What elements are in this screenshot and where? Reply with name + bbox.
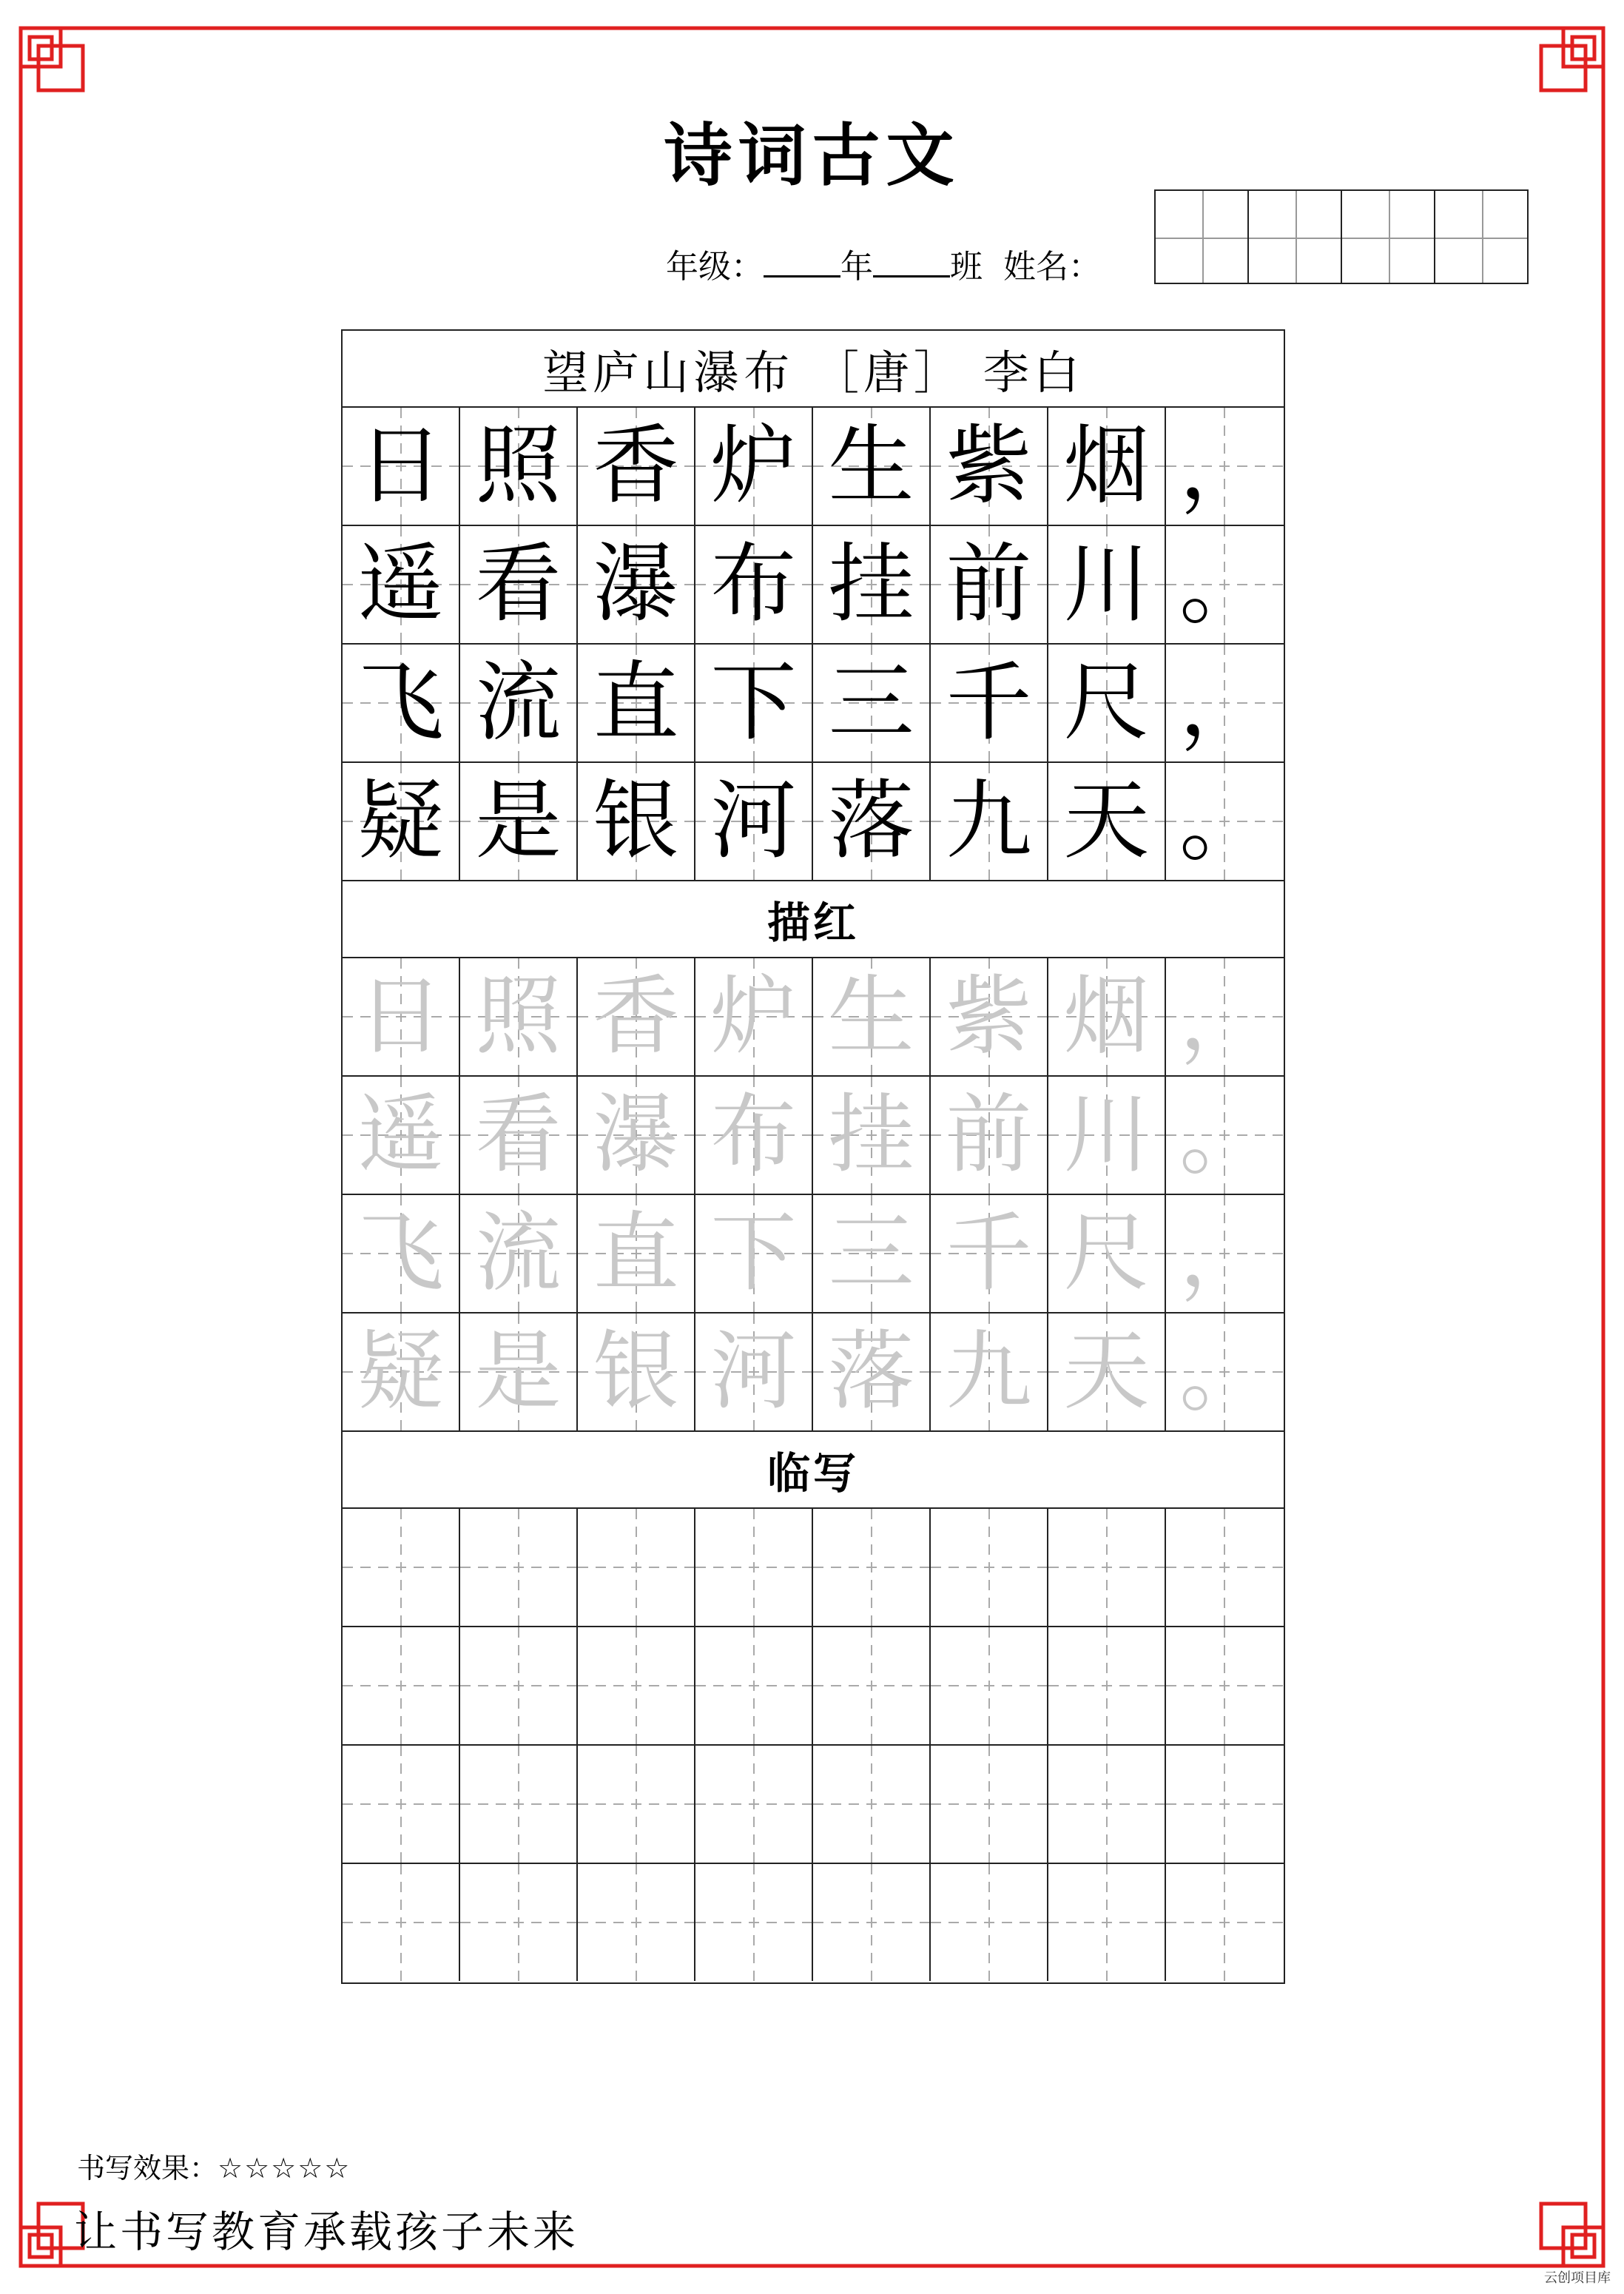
trace-cell[interactable]: ， <box>1166 1195 1284 1312</box>
model-cell: 看 <box>460 526 578 643</box>
copy-cell[interactable] <box>813 1864 931 1981</box>
model-cell: 流 <box>460 645 578 761</box>
copy-cell[interactable] <box>460 1746 578 1863</box>
copy-heading: 临写 <box>343 1432 1284 1509</box>
trace-cell[interactable]: 前 <box>931 1077 1048 1194</box>
trace-row <box>343 958 1284 1077</box>
name-box[interactable] <box>1434 189 1529 284</box>
trace-cell[interactable]: ， <box>1166 958 1284 1075</box>
trace-cell[interactable]: 遥 <box>343 1077 460 1194</box>
model-cell: 天 <box>1048 763 1166 880</box>
model-cell: 香 <box>578 408 695 525</box>
copy-row <box>343 1627 1284 1746</box>
page-title: 诗词古文 <box>664 115 960 195</box>
copy-cell[interactable] <box>578 1627 695 1744</box>
copy-cell[interactable] <box>931 1746 1048 1863</box>
copy-cell[interactable] <box>460 1627 578 1744</box>
model-cell: 下 <box>695 645 813 761</box>
grade-label: 年级： <box>666 248 764 286</box>
copy-cell[interactable] <box>1048 1864 1166 1981</box>
model-cell: 银 <box>578 763 695 880</box>
model-cell: 照 <box>460 408 578 525</box>
name-box[interactable] <box>1341 189 1435 284</box>
model-cell: ， <box>1166 408 1284 525</box>
copy-cell[interactable] <box>813 1509 931 1626</box>
model-cell: 。 <box>1166 526 1284 643</box>
trace-cell[interactable]: 九 <box>931 1314 1048 1430</box>
copy-cell[interactable] <box>1166 1864 1284 1981</box>
copy-cell[interactable] <box>1166 1627 1284 1744</box>
trace-cell[interactable]: 银 <box>578 1314 695 1430</box>
trace-cell[interactable]: 川 <box>1048 1077 1166 1194</box>
student-info-line <box>666 246 1101 288</box>
trace-cell[interactable]: 三 <box>813 1195 931 1312</box>
trace-row <box>343 1077 1284 1195</box>
model-row <box>343 763 1284 881</box>
copy-cell[interactable] <box>1166 1746 1284 1863</box>
model-cell: 。 <box>1166 763 1284 880</box>
trace-cell[interactable]: 尺 <box>1048 1195 1166 1312</box>
trace-cell[interactable]: 挂 <box>813 1077 931 1194</box>
trace-cell[interactable]: 直 <box>578 1195 695 1312</box>
model-cell: 千 <box>931 645 1048 761</box>
writing-rating <box>77 2150 351 2187</box>
rating-label: 书写效果： <box>77 2152 218 2184</box>
name-box[interactable] <box>1154 189 1249 284</box>
trace-grid <box>343 958 1284 1432</box>
model-grid <box>343 408 1284 881</box>
trace-heading: 描红 <box>343 881 1284 958</box>
copy-cell[interactable] <box>695 1746 813 1863</box>
model-cell: 生 <box>813 408 931 525</box>
trace-cell[interactable]: 流 <box>460 1195 578 1312</box>
trace-cell[interactable]: 千 <box>931 1195 1048 1312</box>
trace-cell[interactable]: 生 <box>813 958 931 1075</box>
trace-cell[interactable]: 炉 <box>695 958 813 1075</box>
model-cell: 疑 <box>343 763 460 880</box>
watermark: 云创项目库 <box>1544 2270 1611 2286</box>
trace-cell[interactable]: 疑 <box>343 1314 460 1430</box>
model-cell: 布 <box>695 526 813 643</box>
trace-cell[interactable]: 河 <box>695 1314 813 1430</box>
practice-sheet <box>341 329 1285 1984</box>
copy-cell[interactable] <box>343 1746 460 1863</box>
trace-cell[interactable]: 烟 <box>1048 958 1166 1075</box>
copy-cell[interactable] <box>578 1509 695 1626</box>
model-cell: 河 <box>695 763 813 880</box>
copy-cell[interactable] <box>931 1864 1048 1981</box>
copy-cell[interactable] <box>695 1627 813 1744</box>
rating-stars[interactable]: ☆☆☆☆☆ <box>218 2152 351 2184</box>
copy-grid <box>343 1509 1284 1982</box>
copy-row <box>343 1509 1284 1627</box>
copy-cell[interactable] <box>460 1509 578 1626</box>
trace-cell[interactable]: 是 <box>460 1314 578 1430</box>
trace-row <box>343 1314 1284 1432</box>
trace-cell[interactable]: 天 <box>1048 1314 1166 1430</box>
model-row <box>343 645 1284 763</box>
model-cell: 日 <box>343 408 460 525</box>
model-cell: ， <box>1166 645 1284 761</box>
copy-row <box>343 1864 1284 1982</box>
copy-cell[interactable] <box>813 1746 931 1863</box>
poem-heading: 望庐山瀑布 ［唐］ 李白 <box>343 331 1284 408</box>
model-cell: 前 <box>931 526 1048 643</box>
copy-cell[interactable] <box>460 1864 578 1981</box>
copy-cell[interactable] <box>1048 1746 1166 1863</box>
model-cell: 三 <box>813 645 931 761</box>
copy-cell[interactable] <box>813 1627 931 1744</box>
footer-slogan: 让书写教育承载孩子未来 <box>74 2207 579 2257</box>
copy-row <box>343 1746 1284 1864</box>
model-row <box>343 408 1284 526</box>
copy-cell[interactable] <box>695 1509 813 1626</box>
year-label: 年 <box>840 248 873 286</box>
trace-cell[interactable]: 瀑 <box>578 1077 695 1194</box>
copy-cell[interactable] <box>578 1864 695 1981</box>
copy-cell[interactable] <box>578 1746 695 1863</box>
model-cell: 遥 <box>343 526 460 643</box>
trace-cell[interactable]: 日 <box>343 958 460 1075</box>
trace-cell[interactable]: 布 <box>695 1077 813 1194</box>
trace-cell[interactable]: 照 <box>460 958 578 1075</box>
model-cell: 尺 <box>1048 645 1166 761</box>
model-cell: 挂 <box>813 526 931 643</box>
trace-cell[interactable]: 看 <box>460 1077 578 1194</box>
class-blank[interactable] <box>873 246 950 278</box>
copy-cell[interactable] <box>1048 1509 1166 1626</box>
trace-cell[interactable]: 飞 <box>343 1195 460 1312</box>
trace-cell[interactable]: 落 <box>813 1314 931 1430</box>
trace-cell[interactable]: 。 <box>1166 1314 1284 1430</box>
model-cell: 九 <box>931 763 1048 880</box>
copy-cell[interactable] <box>931 1509 1048 1626</box>
class-label: 班 <box>950 248 983 286</box>
copy-cell[interactable] <box>343 1864 460 1981</box>
copy-cell[interactable] <box>695 1864 813 1981</box>
copy-cell[interactable] <box>343 1627 460 1744</box>
copy-cell[interactable] <box>1166 1509 1284 1626</box>
model-row <box>343 526 1284 645</box>
trace-row <box>343 1195 1284 1314</box>
model-cell: 瀑 <box>578 526 695 643</box>
copy-cell[interactable] <box>1048 1627 1166 1744</box>
grade-blank[interactable] <box>764 246 840 278</box>
trace-cell[interactable]: 香 <box>578 958 695 1075</box>
model-cell: 烟 <box>1048 408 1166 525</box>
model-cell: 飞 <box>343 645 460 761</box>
copy-cell[interactable] <box>343 1509 460 1626</box>
model-cell: 直 <box>578 645 695 761</box>
name-boxes <box>1154 189 1529 284</box>
name-label: 姓名： <box>1003 248 1101 286</box>
trace-cell[interactable]: 下 <box>695 1195 813 1312</box>
model-cell: 落 <box>813 763 931 880</box>
copy-cell[interactable] <box>931 1627 1048 1744</box>
trace-cell[interactable]: 紫 <box>931 958 1048 1075</box>
model-cell: 川 <box>1048 526 1166 643</box>
model-cell: 紫 <box>931 408 1048 525</box>
name-box[interactable] <box>1247 189 1342 284</box>
model-cell: 炉 <box>695 408 813 525</box>
trace-cell[interactable]: 。 <box>1166 1077 1284 1194</box>
model-cell: 是 <box>460 763 578 880</box>
